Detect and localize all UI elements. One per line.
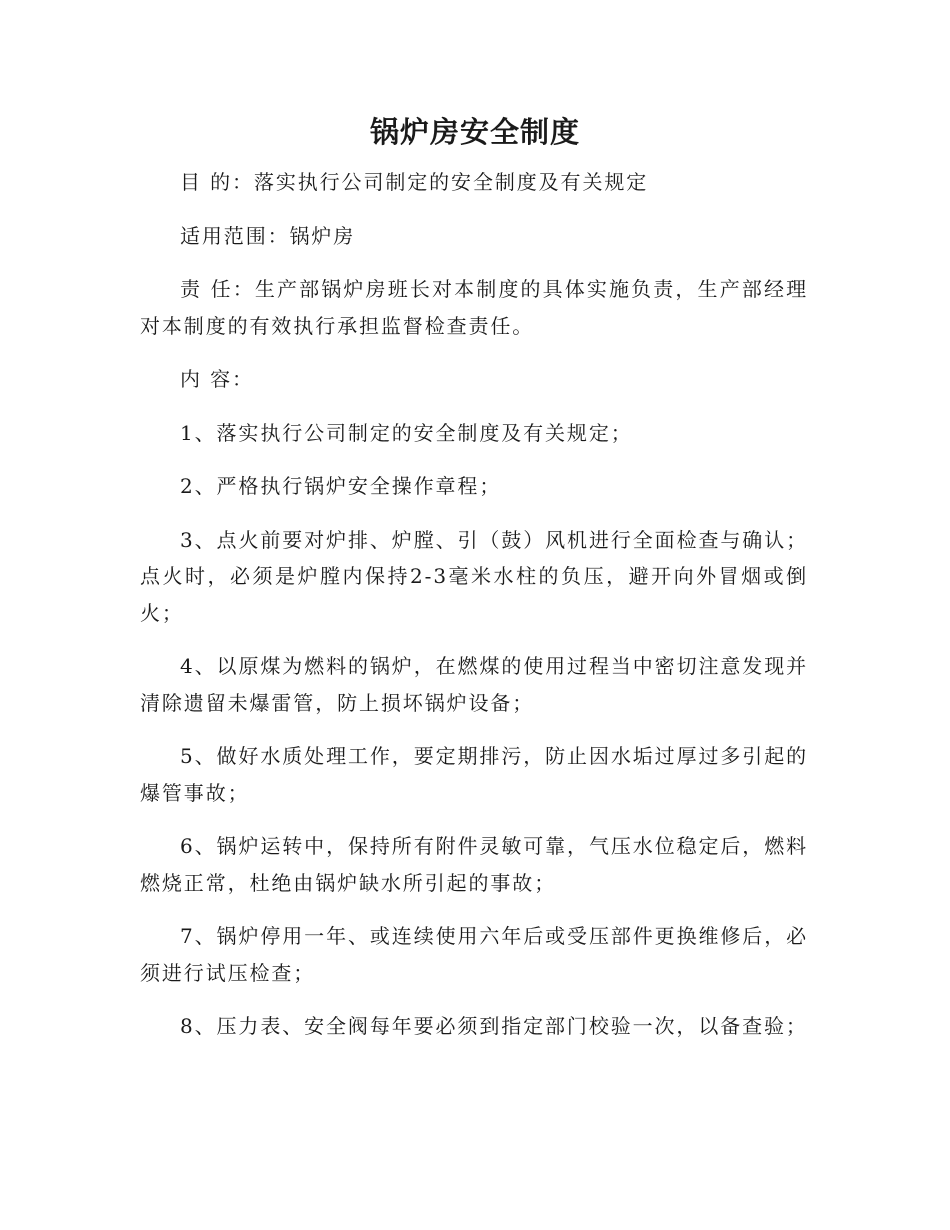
responsibility-paragraph: 责 任：生产部锅炉房班长对本制度的具体实施负责，生产部经理对本制度的有效执行承担监督检查责任。 bbox=[140, 277, 808, 338]
rule-item-5: 5、做好水质处理工作，要定期排污，防止因水垢过厚过多引起的爆管事故； bbox=[140, 744, 808, 805]
rule-item-1: 1、落实执行公司制定的安全制度及有关规定； bbox=[180, 420, 633, 445]
rule-item-8: 8、压力表、安全阀每年要必须到指定部门校验一次，以备查验； bbox=[180, 1014, 808, 1038]
content-heading: 内 容： bbox=[180, 367, 254, 391]
scope-paragraph: 适用范围：锅炉房 bbox=[180, 223, 356, 248]
rule-item-2: 2、严格执行锅炉安全操作章程； bbox=[180, 474, 502, 498]
rule-item-6: 6、锅炉运转中，保持所有附件灵敏可靠，气压水位稳定后，燃料燃烧正常，杜绝由锅炉缺水所引起的事故； bbox=[140, 834, 808, 895]
purpose-paragraph: 目 的：落实执行公司制定的安全制度及有关规定 bbox=[180, 170, 649, 194]
rule-item-4: 4、以原煤为燃料的锅炉，在燃煤的使用过程当中密切注意发现并清除遗留未爆雷管，防上损坏锅炉设备； bbox=[140, 654, 808, 715]
rule-item-7: 7、锅炉停用一年、或连续使用六年后或受压部件更换维修后，必须进行试压检查； bbox=[140, 924, 808, 985]
document-body bbox=[140, 164, 808, 1062]
rule-item-3: 3、点火前要对炉排、炉膛、引（鼓）风机进行全面检查与确认；点火时，必须是炉膛内保持2-3毫米水柱的负压，避开向外冒烟或倒火； bbox=[140, 527, 808, 625]
document-title: 锅炉房安全制度 bbox=[369, 115, 580, 149]
